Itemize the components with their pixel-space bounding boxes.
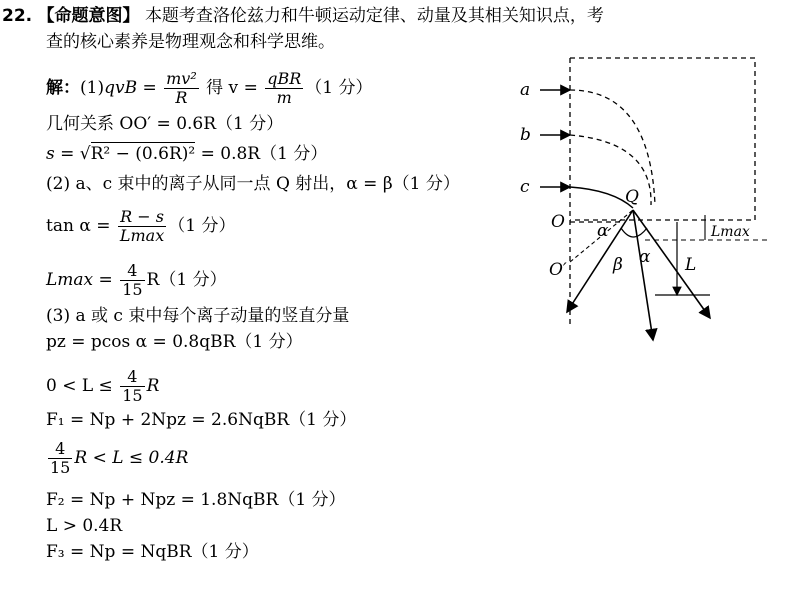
eq1-numerator: mv² xyxy=(166,69,197,88)
s-lhs: s = xyxy=(46,144,80,164)
f2-line: F₂ = Np + Npz = 1.8NqBR（1 分） xyxy=(46,490,346,510)
range1-line xyxy=(46,368,159,405)
lmax-numerator: 4 xyxy=(120,262,144,281)
eq1-mid: 得 v = xyxy=(200,78,264,98)
intent-text-1: 本题考查洛伦兹力和牛顿运动定律、动量及其相关知识点，考 xyxy=(144,6,604,26)
question-header xyxy=(2,6,604,26)
label-o-prime: O′ xyxy=(549,260,567,280)
label-b: b xyxy=(520,125,531,145)
range1-denominator: 15 xyxy=(122,386,143,405)
range3-line: L > 0.4R xyxy=(46,516,123,536)
eq1-fraction xyxy=(164,70,199,107)
range2-fraction xyxy=(48,440,72,477)
range1-rhs: R xyxy=(146,376,160,396)
pz-line: pz = pcos α = 0.8qBR（1 分） xyxy=(46,332,303,352)
range1-lhs: 0 < L ≤ xyxy=(46,376,119,396)
tan-denominator: Lmax xyxy=(119,226,165,245)
label-alpha-1: α xyxy=(597,221,609,241)
label-l: L xyxy=(685,255,697,275)
eq1-lhs: qvB = xyxy=(104,78,163,98)
part2-line: (2) a、c 束中的离子从同一点 Q 射出，α = β（1 分） xyxy=(46,174,460,194)
intent-text-2: 查的核心素养是物理观念和科学思维。 xyxy=(46,32,335,52)
trajectory-c xyxy=(570,187,633,208)
label-a: a xyxy=(520,80,531,100)
range1-fraction xyxy=(120,368,144,405)
tan-lhs: tan α = xyxy=(46,216,116,236)
geometry-line: 几何关系 OO′ = 0.6R（1 分） xyxy=(46,114,284,134)
range1-numerator: 4 xyxy=(120,368,144,387)
part3-line: (3) a 或 c 束中每个离子动量的竖直分量 xyxy=(46,306,350,326)
s-rhs: = 0.8R（1 分） xyxy=(195,144,328,164)
tan-numerator: R − s xyxy=(118,208,166,227)
exit-ray-down xyxy=(633,210,653,340)
f1-line: F₁ = Np + 2Npz = 2.6NqBR（1 分） xyxy=(46,410,357,430)
tan-fraction xyxy=(118,208,166,245)
s-radicand: R² − (0.6R)² xyxy=(90,144,196,164)
label-q: Q xyxy=(625,187,639,207)
label-c: c xyxy=(520,177,530,197)
label-o: O xyxy=(551,212,565,232)
eq1-score: （1 分） xyxy=(305,78,373,98)
label-beta: β xyxy=(613,255,623,275)
eq1-numerator-2: qBR xyxy=(267,69,302,88)
eq1-denominator: R xyxy=(175,88,188,107)
intent-tag: 【命题意图】 xyxy=(37,6,140,26)
solution-line-1 xyxy=(46,70,373,107)
label-lmax: Lmax xyxy=(711,224,750,240)
angle-arc xyxy=(621,228,647,237)
s-line: s = √R² − (0.6R)² = 0.8R（1 分） xyxy=(46,144,328,164)
eq1-fraction-2 xyxy=(265,70,303,107)
question-number: 22. xyxy=(2,6,33,26)
range2-line xyxy=(46,440,188,477)
tan-line xyxy=(46,208,235,245)
tan-score: （1 分） xyxy=(168,216,236,236)
range2-denominator: 15 xyxy=(50,458,71,477)
physics-diagram xyxy=(505,50,785,350)
range2-rhs: R < L ≤ 0.4R xyxy=(74,448,189,468)
part1-label: (1) xyxy=(80,78,105,98)
label-alpha-2: α xyxy=(639,247,651,267)
lmax-fraction xyxy=(120,262,144,299)
f3-line: F₃ = Np = NqBR（1 分） xyxy=(46,542,259,562)
eq1-denominator-2: m xyxy=(276,88,292,107)
lmax-line xyxy=(46,262,227,299)
lmax-rhs: R（1 分） xyxy=(146,270,227,290)
lmax-denominator: 15 xyxy=(122,280,143,299)
lmax-lhs: Lmax = xyxy=(46,270,119,290)
solution-label: 解： xyxy=(46,78,80,98)
range2-numerator: 4 xyxy=(48,440,72,459)
